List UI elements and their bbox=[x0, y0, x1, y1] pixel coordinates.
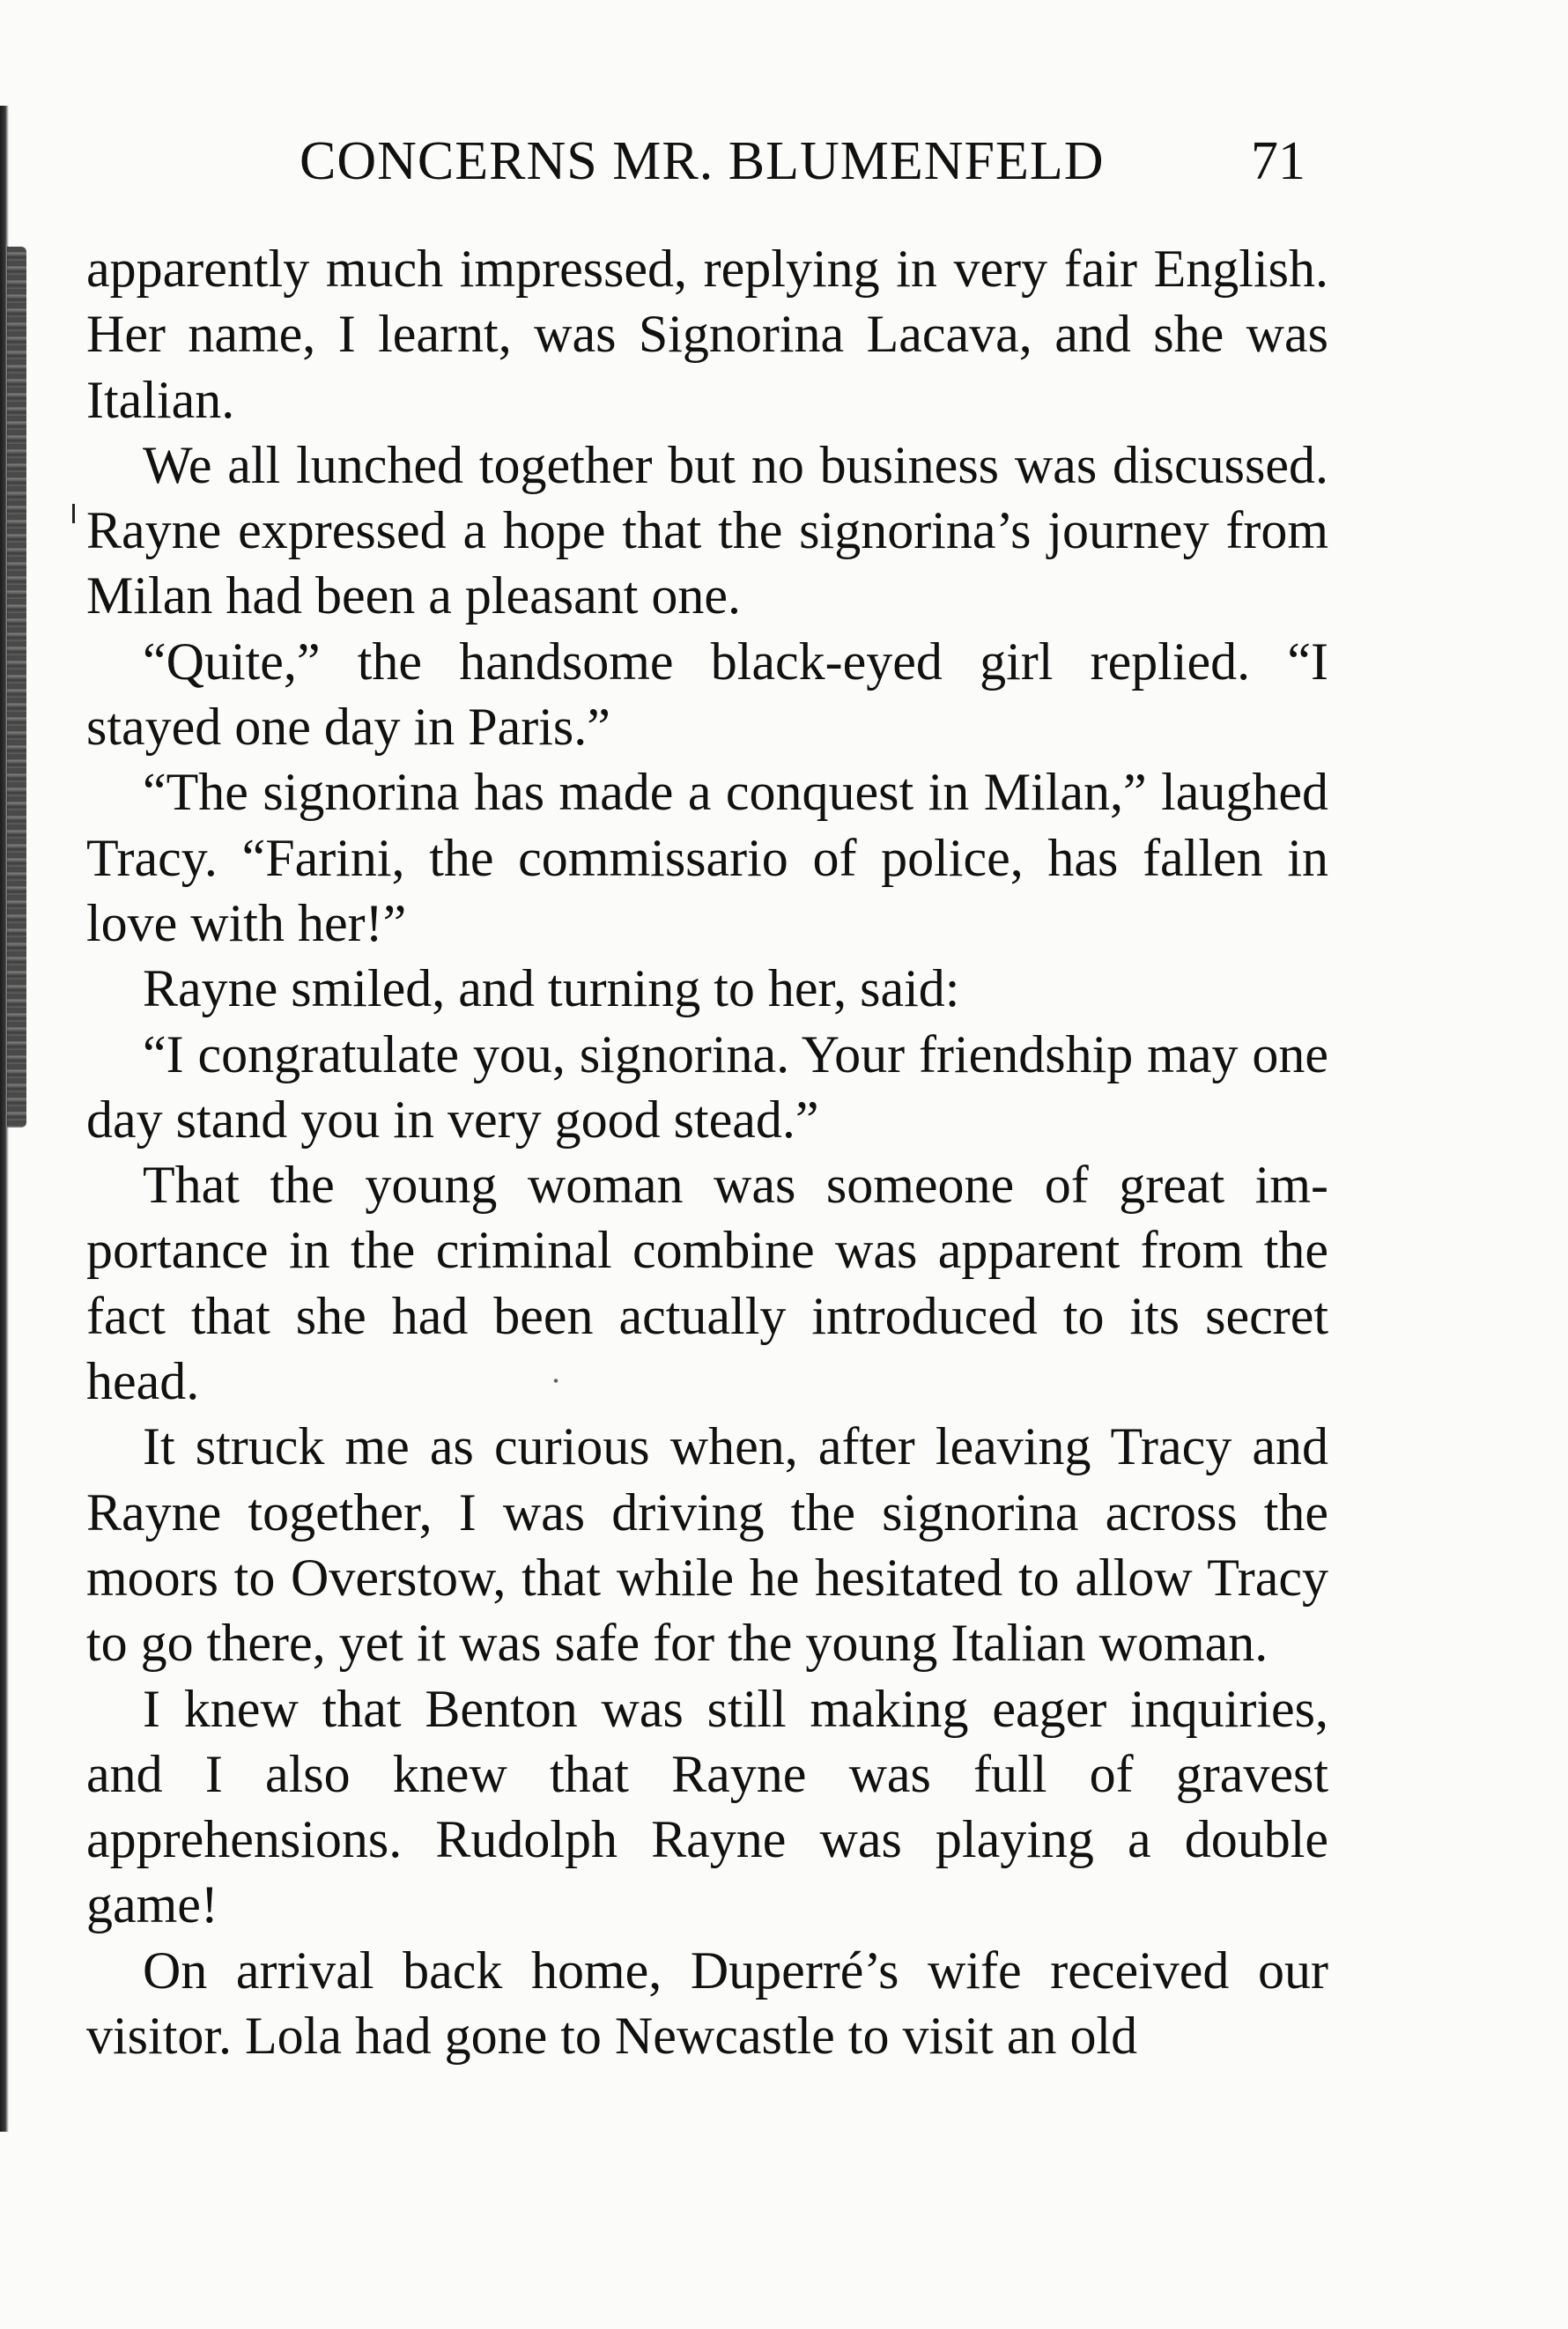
running-header-title: CONCERNS MR. BLUMENFELD bbox=[300, 131, 1105, 191]
paragraph: I knew that Benton was still making eager inquiries, and I also knew that Rayne was full of gravest apprehensions. Rudolph Rayne was playing a double game! bbox=[86, 1679, 1328, 1934]
paragraph: “I congratulate you, signorina. Your friendship may one day stand you in very good stead.” bbox=[86, 1024, 1328, 1149]
paragraph: On arrival back home, Duperré’s wife received our visitor. Lola had gone to Newcastle to visit an old bbox=[86, 1941, 1328, 2066]
paragraph: “Quite,” the handsome black-eyed girl replied. “I stayed one day in Paris.” bbox=[86, 632, 1328, 757]
body-text bbox=[86, 236, 1328, 2068]
paragraph: It struck me as curious when, after leaving Tracy and Rayne together, I was driving the signorina across the moors to Overstow, that while he hesitated to allow Tracy to go there, yet it was safe for the young Italian woman. bbox=[86, 1417, 1328, 1673]
paragraph: We all lunched together but no business was discussed. Rayne expressed a hope that the signorina’s journey from Milan had been a pleasant one. bbox=[86, 435, 1328, 625]
page-number: 71 bbox=[1251, 131, 1305, 191]
paragraph: apparently much impressed, replying in very fair English. Her name, I learnt, was Signorina Lacava, and she was Italian. bbox=[86, 240, 1328, 429]
paragraph: That the young woman was someone of great importance in the criminal combine was apparent from the fact that she had been actually introduced to its secret head. bbox=[86, 1156, 1328, 1411]
margin-mark bbox=[72, 504, 75, 523]
paragraph: Rayne smiled, and turning to her, said: bbox=[143, 959, 960, 1018]
binding-shadow bbox=[7, 247, 26, 1128]
paragraph: “The signorina has made a conquest in Milan,” laughed Tracy. “Farini, the commissario of police, has fallen in love with her!” bbox=[86, 763, 1328, 952]
